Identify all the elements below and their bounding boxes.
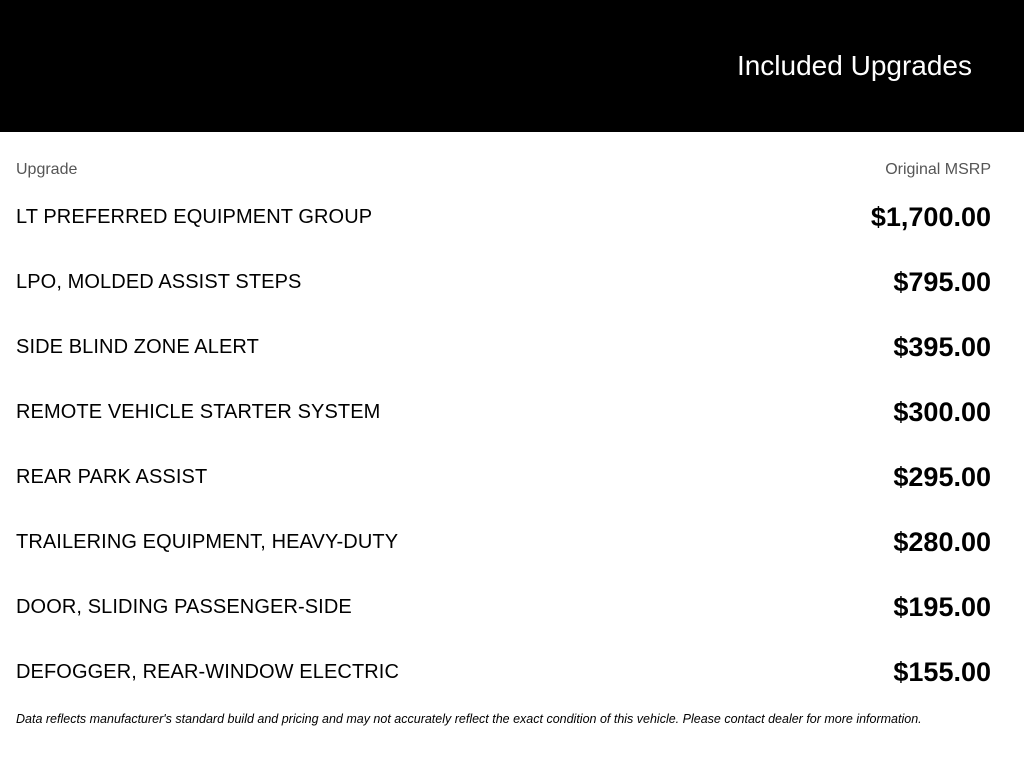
table-row (16, 380, 991, 445)
upgrade-price: $395.00 (893, 332, 991, 362)
upgrade-price: $280.00 (893, 527, 991, 557)
upgrade-name: LT PREFERRED EQUIPMENT GROUP (16, 206, 373, 228)
table-row (16, 445, 991, 510)
upgrade-name: SIDE BLIND ZONE ALERT (16, 336, 259, 358)
table-row (16, 640, 991, 705)
table-row (16, 510, 991, 575)
upgrade-name: REAR PARK ASSIST (16, 466, 208, 488)
table-row (16, 575, 991, 640)
upgrade-name: TRAILERING EQUIPMENT, HEAVY-DUTY (16, 531, 399, 553)
table-header-row (16, 155, 991, 185)
upgrade-price: $155.00 (893, 657, 991, 687)
upgrade-price: $295.00 (893, 462, 991, 492)
table-row (16, 250, 991, 315)
upgrade-name: DOOR, SLIDING PASSENGER-SIDE (16, 596, 352, 618)
upgrade-price: $300.00 (893, 397, 991, 427)
column-header-upgrade: Upgrade (16, 161, 78, 178)
upgrade-price: $195.00 (893, 592, 991, 622)
upgrade-name: LPO, MOLDED ASSIST STEPS (16, 271, 302, 293)
upgrade-name: REMOTE VEHICLE STARTER SYSTEM (16, 401, 381, 423)
column-header-msrp: Original MSRP (885, 161, 991, 178)
page-header (0, 0, 1024, 132)
upgrade-name: DEFOGGER, REAR-WINDOW ELECTRIC (16, 661, 400, 683)
page-title: Included Upgrades (736, 50, 972, 81)
upgrades-list (16, 185, 991, 705)
table-row (16, 185, 991, 250)
upgrade-price: $1,700.00 (870, 202, 991, 232)
table-row (16, 315, 991, 380)
disclaimer-text: Data reflects manufacturer's standard build and pricing and may not accurately reflect the exact condition of this vehicle. Please contact dealer for more information. (16, 712, 922, 726)
upgrade-price: $795.00 (893, 267, 991, 297)
